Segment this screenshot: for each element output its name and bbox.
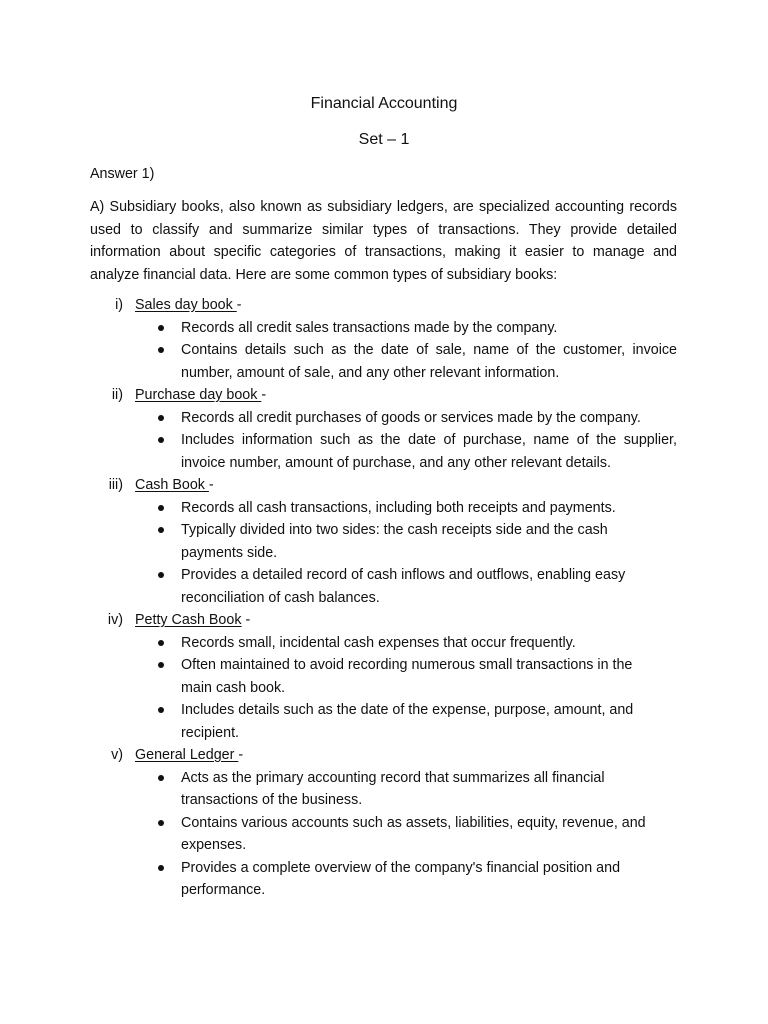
section-heading xyxy=(135,609,250,632)
section-numeral: iii) xyxy=(108,477,123,493)
bullet-item xyxy=(181,497,677,520)
document-subtitle: Set – 1 xyxy=(358,131,410,148)
section-heading-suffix: - xyxy=(238,747,244,763)
bullet-list xyxy=(0,632,768,745)
bullet-dot-icon xyxy=(158,437,164,443)
bullet-item xyxy=(181,699,651,744)
section-heading-row xyxy=(0,384,768,407)
section-heading xyxy=(135,744,243,767)
bullet-dot-icon xyxy=(158,640,164,646)
bullet-dot-icon xyxy=(158,820,164,826)
bullet-item xyxy=(181,654,651,699)
bullet-text: Includes details such as the date of the expense, purpose, amount, and recipient. xyxy=(181,702,634,741)
section-heading-title: General Ledger xyxy=(135,747,239,763)
bullet-text: Acts as the primary accounting record that summarizes all financial transactions of the business. xyxy=(181,769,605,808)
bullet-text: Includes information such as the date of purchase, name of the supplier, invoice number, amount of purchase, and any other relevant details. xyxy=(181,432,677,471)
bullet-text: Provides a detailed record of cash inflows and outflows, enabling easy reconciliation of cash balances. xyxy=(181,567,626,606)
section-heading-row xyxy=(0,744,768,767)
bullet-item xyxy=(181,317,677,340)
bullet-list xyxy=(0,317,768,385)
bullet-text: Records all credit sales transactions made by the company. xyxy=(181,319,558,336)
section-numeral: ii) xyxy=(111,387,123,403)
intro-paragraph: A) Subsidiary books, also known as subsidiary ledgers, are specialized accounting records used to classify and summarize similar types of transactions. They provide detailed information about specific categories of transactions, making it easier to manage and analyze financial data. Here are some common types of subsidiary books: xyxy=(90,199,677,283)
bullet-list xyxy=(0,767,768,902)
bullet-dot-icon xyxy=(158,572,164,578)
section-heading-suffix: - xyxy=(241,612,251,628)
bullet-item xyxy=(181,812,651,857)
list-item-section xyxy=(0,744,768,902)
section-heading-row xyxy=(0,294,768,317)
bullet-item xyxy=(181,632,677,655)
bullet-text: Contains various accounts such as assets, liabilities, equity, revenue, and expenses. xyxy=(181,814,646,853)
bullet-dot-icon xyxy=(158,325,164,331)
answer-label: Answer 1) xyxy=(90,166,155,182)
bullet-dot-icon xyxy=(158,707,164,713)
section-heading-row xyxy=(0,609,768,632)
list-item-section xyxy=(0,294,768,384)
section-heading-row xyxy=(0,474,768,497)
list-item-section xyxy=(0,609,768,744)
bullet-text: Typically divided into two sides: the cash receipts side and the cash payments side. xyxy=(181,522,608,561)
section-heading-title: Cash Book xyxy=(135,477,209,493)
section-numeral: iv) xyxy=(107,612,123,628)
bullet-dot-icon xyxy=(158,415,164,421)
bullet-item xyxy=(181,339,677,384)
section-heading-suffix: - xyxy=(261,387,267,403)
bullet-item xyxy=(181,767,651,812)
bullet-item xyxy=(181,857,651,902)
bullet-list xyxy=(0,407,768,475)
section-numeral: i) xyxy=(115,297,123,313)
section-heading-suffix: - xyxy=(208,477,214,493)
section-numeral: v) xyxy=(111,747,123,763)
bullet-text: Provides a complete overview of the company's financial position and performance. xyxy=(181,859,621,898)
bullet-dot-icon xyxy=(158,527,164,533)
bullet-text: Contains details such as the date of sale, name of the customer, invoice number, amount of sale, and any other relevant information. xyxy=(181,342,677,381)
section-heading-title: Purchase day book xyxy=(135,387,262,403)
section-heading xyxy=(135,294,242,317)
document-title: Financial Accounting xyxy=(310,95,458,112)
bullet-dot-icon xyxy=(158,347,164,353)
bullet-item xyxy=(181,407,677,430)
bullet-dot-icon xyxy=(158,505,164,511)
section-heading-title: Sales day book xyxy=(135,297,237,313)
bullet-dot-icon xyxy=(158,865,164,871)
bullet-text: Records all cash transactions, including both receipts and payments. xyxy=(181,499,616,516)
bullet-list xyxy=(0,497,768,610)
list-item-section xyxy=(0,474,768,609)
section-heading xyxy=(135,474,214,497)
list-item-section xyxy=(0,384,768,474)
bullet-dot-icon xyxy=(158,775,164,781)
subsidiary-books-list xyxy=(0,294,768,902)
bullet-text: Often maintained to avoid recording numerous small transactions in the main cash book. xyxy=(181,657,633,696)
section-heading-title: Petty Cash Book xyxy=(135,612,242,628)
bullet-item xyxy=(181,564,651,609)
section-heading-suffix: - xyxy=(236,297,242,313)
section-heading xyxy=(135,384,266,407)
bullet-text: Records all credit purchases of goods or services made by the company. xyxy=(181,409,641,426)
bullet-dot-icon xyxy=(158,662,164,668)
bullet-item xyxy=(181,519,651,564)
bullet-text: Records small, incidental cash expenses that occur frequently. xyxy=(181,634,576,651)
bullet-item xyxy=(181,429,677,474)
